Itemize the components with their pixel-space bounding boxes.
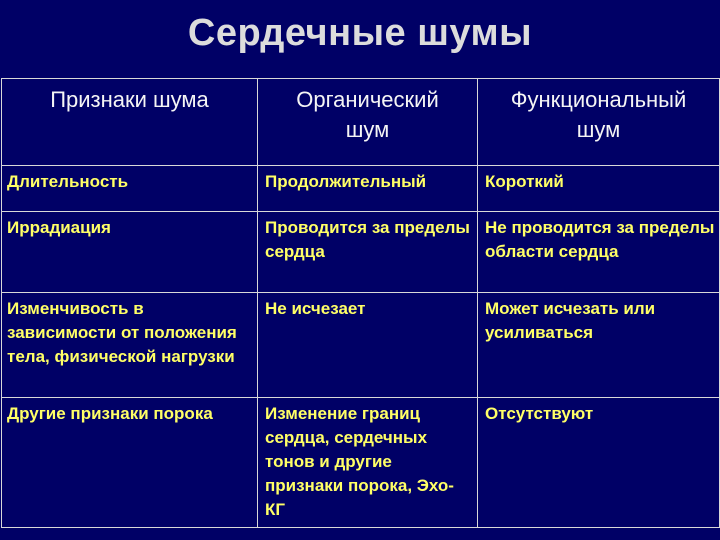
row-variability-organic: Не исчезает <box>258 293 478 398</box>
table-row-irradiation <box>2 212 720 293</box>
row-duration-sign: Длительность <box>2 166 258 212</box>
table-header-row <box>2 79 720 166</box>
row-other-signs-sign: Другие признаки порока <box>2 398 258 528</box>
header-cell-organic <box>258 79 478 166</box>
header-signs-text: Признаки шума <box>50 87 209 112</box>
row-variability-functional: Может исчезать или усиливаться <box>478 293 720 398</box>
header-functional-text: Функциональный шум <box>510 87 687 142</box>
row-irradiation-functional: Не проводится за пределы области сердца <box>478 212 720 293</box>
header-organic-text: Органический шум <box>296 87 439 142</box>
table-row-duration <box>2 166 720 212</box>
row-duration-organic: Продолжительный <box>258 166 478 212</box>
row-irradiation-organic: Проводится за пределы сердца <box>258 212 478 293</box>
header-cell-functional <box>478 79 720 166</box>
table-row-variability <box>2 293 720 398</box>
row-duration-functional: Короткий <box>478 166 720 212</box>
header-cell-signs <box>2 79 258 166</box>
slide-title: Сердечные шумы <box>187 12 533 54</box>
row-other-signs-functional: Отсутствуют <box>478 398 720 528</box>
murmur-comparison-table <box>1 78 720 528</box>
row-other-signs-organic: Изменение границ сердца, сердечных тонов и другие признаки порока, Эхо-КГ <box>258 398 478 528</box>
row-irradiation-sign: Иррадиация <box>2 212 258 293</box>
table-row-other-signs <box>2 398 720 528</box>
row-variability-sign: Изменчивость в зависимости от положения тела, физической нагрузки <box>2 293 258 398</box>
